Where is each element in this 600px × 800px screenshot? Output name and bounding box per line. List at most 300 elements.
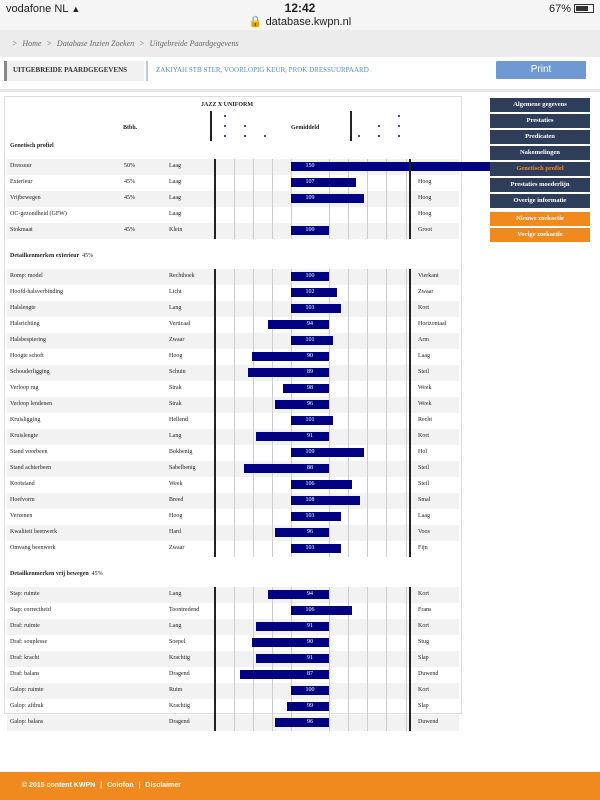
grid-line xyxy=(348,509,349,525)
sidebar-item-prestaties-moederlijn[interactable]: Prestaties moederlijn xyxy=(490,178,590,192)
section-pct: 45% xyxy=(82,253,94,259)
sidebar-item-algemene-gegevens[interactable]: Algemene gegevens xyxy=(490,98,590,112)
grid-line xyxy=(386,635,387,651)
trait-label: Hoofd-halsverbinding xyxy=(10,289,63,295)
high-label: Recht xyxy=(418,417,432,423)
score-value: 100 xyxy=(305,273,315,279)
table-row xyxy=(7,333,459,349)
table-row xyxy=(7,381,459,397)
grid-line xyxy=(348,349,349,365)
grid-line xyxy=(329,683,330,699)
table-row xyxy=(7,541,459,557)
grid-line xyxy=(272,509,273,525)
high-label: Smal xyxy=(418,497,431,503)
grid-line xyxy=(386,651,387,667)
grid-line xyxy=(234,683,235,699)
trait-label: Hoefvorm xyxy=(10,497,35,503)
grid-line xyxy=(348,207,349,223)
grid-line xyxy=(234,525,235,541)
high-label: Slap xyxy=(418,703,429,709)
title-bar xyxy=(0,57,600,87)
grid-line xyxy=(406,715,407,731)
sidebar-item-predicaten[interactable]: Predicaten xyxy=(490,130,590,144)
footer-sep: | xyxy=(138,782,141,789)
grid-line xyxy=(234,381,235,397)
grid-line xyxy=(348,715,349,731)
sidebar-item-vorige-zoekactie[interactable]: Vorige zoekactie xyxy=(490,228,590,242)
grid-line xyxy=(329,525,330,541)
table-row xyxy=(7,349,459,365)
grid-line xyxy=(253,587,254,603)
score-value: 106 xyxy=(305,481,315,487)
pedigree-dot xyxy=(244,135,246,137)
grid-line xyxy=(234,493,235,509)
grid-line xyxy=(272,333,273,349)
low-label: Laag xyxy=(169,179,181,185)
table-row xyxy=(7,223,459,239)
table-row xyxy=(7,413,459,429)
low-label: Hoog xyxy=(169,513,183,519)
table-row xyxy=(7,191,459,207)
grid-line xyxy=(348,285,349,301)
grid-line xyxy=(367,525,368,541)
trait-label: Stand voorbeen xyxy=(10,449,48,455)
horse-name: ZAKIYAH STB STER, VOORLOPIG KEUR, PROK DRESSUURPAARD xyxy=(146,61,486,81)
grid-line xyxy=(253,301,254,317)
grid-line xyxy=(386,285,387,301)
grid-line xyxy=(386,603,387,619)
grid-line xyxy=(253,493,254,509)
table-row xyxy=(7,635,459,651)
trait-label: Galop: balans xyxy=(10,719,44,725)
grid-line xyxy=(234,429,235,445)
grid-line xyxy=(386,525,387,541)
header-divider xyxy=(210,111,212,141)
grid-line xyxy=(272,445,273,461)
trait-label: Schouderligging xyxy=(10,369,50,375)
grid-line xyxy=(329,223,330,239)
carrier: vodafone NL ▲ xyxy=(6,3,81,15)
section-title-text: Genetisch profiel xyxy=(10,143,54,149)
low-label: Lang xyxy=(169,433,182,439)
grid-line xyxy=(253,619,254,635)
score-value: 90 xyxy=(307,639,313,645)
breadcrumb-search[interactable]: Database Inzien Zoeken xyxy=(56,39,135,48)
grid-line xyxy=(367,699,368,715)
grid-line xyxy=(253,715,254,731)
grid-line xyxy=(348,413,349,429)
grid-line xyxy=(386,429,387,445)
pedigree-dot xyxy=(398,125,400,127)
grid-line xyxy=(406,541,407,557)
section-title xyxy=(10,253,93,259)
pedigree-dot xyxy=(398,135,400,137)
table-row xyxy=(7,493,459,509)
grid-line xyxy=(234,461,235,477)
sidebar-item-nakomelingen[interactable]: Nakomelingen xyxy=(490,146,590,160)
genetic-profile-table xyxy=(4,96,462,725)
grid-line xyxy=(367,207,368,223)
grid-line xyxy=(406,333,407,349)
grid-line xyxy=(253,445,254,461)
pedigree-dot xyxy=(224,135,226,137)
table-divider-left xyxy=(214,587,216,731)
low-label: Schuin xyxy=(169,369,186,375)
grid-line xyxy=(386,349,387,365)
grid-line xyxy=(234,509,235,525)
grid-line xyxy=(253,317,254,333)
table-row xyxy=(7,699,459,715)
grid-line xyxy=(348,381,349,397)
grid-line xyxy=(253,603,254,619)
grid-line xyxy=(367,603,368,619)
grid-line xyxy=(234,603,235,619)
grid-line xyxy=(367,461,368,477)
sidebar-item-genetisch-profiel[interactable]: Genetisch profiel xyxy=(490,162,590,176)
breadcrumb-home[interactable]: Home xyxy=(22,39,42,48)
grid-line xyxy=(348,269,349,285)
grid-line xyxy=(348,429,349,445)
grid-line xyxy=(386,333,387,349)
trait-label: Kootstand xyxy=(10,481,35,487)
grid-line xyxy=(329,651,330,667)
grid-line xyxy=(348,461,349,477)
grid-line xyxy=(367,317,368,333)
score-value: 91 xyxy=(307,433,313,439)
score-value: 91 xyxy=(307,623,313,629)
grid-line xyxy=(386,509,387,525)
grid-line xyxy=(367,477,368,493)
url-text: database.kwpn.nl xyxy=(265,16,352,28)
grid-line xyxy=(272,223,273,239)
grid-line xyxy=(406,397,407,413)
low-label: Zwaar xyxy=(169,337,185,343)
score-value: 94 xyxy=(307,321,313,327)
grid-line xyxy=(234,667,235,683)
breadcrumb-sep: > xyxy=(46,39,52,48)
table-row xyxy=(7,445,459,461)
print-button[interactable]: Print xyxy=(496,61,586,79)
grid-line xyxy=(329,461,330,477)
grid-line xyxy=(291,207,292,223)
grid-line xyxy=(253,333,254,349)
sidebar-item-nieuwe-zoekactie[interactable]: Nieuwe zoekactie xyxy=(490,212,590,226)
low-label: Lang xyxy=(169,623,182,629)
grid-line xyxy=(234,365,235,381)
grid-line xyxy=(406,619,407,635)
grid-line xyxy=(348,317,349,333)
grid-line xyxy=(272,477,273,493)
pedigree-dot xyxy=(244,125,246,127)
sidebar-nav xyxy=(490,98,590,244)
score-value: 96 xyxy=(307,401,313,407)
grid-line xyxy=(272,269,273,285)
low-label: Hoog xyxy=(169,353,183,359)
grid-line xyxy=(234,477,235,493)
reliability-pct: 45% xyxy=(124,195,135,201)
grid-line xyxy=(406,223,407,239)
trait-label: Exterieur xyxy=(10,179,33,185)
grid-line xyxy=(406,285,407,301)
grid-line xyxy=(329,619,330,635)
grid-line xyxy=(253,159,254,175)
breadcrumb-sep: > xyxy=(139,39,145,48)
grid-line xyxy=(272,683,273,699)
trait-label: OC-gezondheid (GFW) xyxy=(10,211,67,217)
trait-label: Verzenen xyxy=(10,513,33,519)
grid-line xyxy=(367,413,368,429)
high-label: Groot xyxy=(418,227,432,233)
table-row xyxy=(7,525,459,541)
grid-line xyxy=(386,587,387,603)
trait-label: Galop: afdruk xyxy=(10,703,44,709)
grid-line xyxy=(329,381,330,397)
grid-line xyxy=(386,365,387,381)
trait-label: Omvang beenwerk xyxy=(10,545,56,551)
high-label: Slap xyxy=(418,655,429,661)
grid-line xyxy=(386,683,387,699)
grid-line xyxy=(386,301,387,317)
grid-line xyxy=(386,269,387,285)
grid-line xyxy=(348,525,349,541)
pedigree-dot xyxy=(378,135,380,137)
grid-line xyxy=(272,301,273,317)
trait-label: Verloop rug xyxy=(10,385,39,391)
grid-line xyxy=(234,159,235,175)
high-label: Duwend xyxy=(418,671,439,677)
low-label: Dragend xyxy=(169,719,190,725)
grid-line xyxy=(386,413,387,429)
table-row xyxy=(7,715,459,731)
score-value: 96 xyxy=(307,529,313,535)
trait-label: Hoogte schoft xyxy=(10,353,44,359)
status-bar xyxy=(0,0,600,30)
low-label: Toontredend xyxy=(169,607,200,613)
grid-line xyxy=(272,541,273,557)
grid-line xyxy=(386,541,387,557)
low-label: Krachtig xyxy=(169,703,190,709)
grid-line xyxy=(329,429,330,445)
low-label: Rechthoek xyxy=(169,273,195,279)
score-value: 108 xyxy=(305,497,315,503)
low-label: Week xyxy=(169,481,183,487)
table-row xyxy=(7,301,459,317)
footer xyxy=(0,772,600,800)
grid-line xyxy=(386,175,387,191)
table-row xyxy=(7,667,459,683)
pedigree-dot xyxy=(358,135,360,137)
low-label: Dragend xyxy=(169,671,190,677)
score-value: 99 xyxy=(307,703,313,709)
score-value: 100 xyxy=(305,687,315,693)
table-row xyxy=(7,587,459,603)
high-label: Laag xyxy=(418,353,430,359)
grid-line xyxy=(253,207,254,223)
grid-line xyxy=(234,699,235,715)
trait-label: Vrijbewegen xyxy=(10,195,41,201)
divider xyxy=(0,89,600,92)
lock-icon: 🔒 xyxy=(248,16,263,28)
grid-line xyxy=(234,285,235,301)
low-label: Breed xyxy=(169,497,184,503)
grid-line xyxy=(348,541,349,557)
score-value: 96 xyxy=(307,719,313,725)
grid-line xyxy=(253,269,254,285)
grid-line xyxy=(329,667,330,683)
low-label: Laag xyxy=(169,195,181,201)
section-title-text: Detailkenmerken exterieur xyxy=(10,253,80,259)
grid-line xyxy=(367,223,368,239)
trait-label: Verloop lendenen xyxy=(10,401,53,407)
breadcrumb xyxy=(0,30,600,57)
low-label: Strak xyxy=(169,385,182,391)
score-value: 94 xyxy=(307,591,313,597)
grid-line xyxy=(234,635,235,651)
grid-line xyxy=(367,301,368,317)
table-row xyxy=(7,175,459,191)
score-value: 107 xyxy=(305,179,315,185)
grid-line xyxy=(272,525,273,541)
low-label: Verticaal xyxy=(169,321,191,327)
grid-line xyxy=(367,541,368,557)
score-value: 109 xyxy=(305,449,315,455)
high-label: Duwend xyxy=(418,719,439,725)
trait-label: Stokmaat xyxy=(10,227,33,233)
table-divider-left xyxy=(214,159,216,239)
grid-line xyxy=(253,477,254,493)
grid-line xyxy=(367,349,368,365)
score-value: 91 xyxy=(307,655,313,661)
trait-label: Stap: ruimte xyxy=(10,591,40,597)
grid-line xyxy=(348,619,349,635)
footer-disclaimer-link[interactable]: Disclaimer xyxy=(145,782,181,789)
grid-line xyxy=(386,191,387,207)
table-row xyxy=(7,461,459,477)
score-value: 87 xyxy=(307,671,313,677)
table-row xyxy=(7,429,459,445)
high-label: Laag xyxy=(418,513,430,519)
grid-line xyxy=(329,317,330,333)
grid-line xyxy=(253,429,254,445)
trait-label: Draf: balans xyxy=(10,671,40,677)
score-value: 103 xyxy=(305,305,315,311)
score-value: 106 xyxy=(305,607,315,613)
grid-line xyxy=(272,159,273,175)
grid-line xyxy=(329,365,330,381)
grid-line xyxy=(367,269,368,285)
grid-line xyxy=(272,413,273,429)
grid-line xyxy=(406,381,407,397)
grid-line xyxy=(367,619,368,635)
low-label: Bokbenig xyxy=(169,449,193,455)
grid-line xyxy=(386,461,387,477)
trait-label: Draf: kracht xyxy=(10,655,40,661)
grid-line xyxy=(367,651,368,667)
table-divider-left xyxy=(214,269,216,557)
table-divider-right xyxy=(409,159,411,239)
grid-line xyxy=(406,461,407,477)
grid-line xyxy=(367,715,368,731)
grid-line xyxy=(253,285,254,301)
grid-line xyxy=(272,715,273,731)
grid-line xyxy=(348,635,349,651)
grid-line xyxy=(234,397,235,413)
pedigree-dot xyxy=(224,125,226,127)
grid-line xyxy=(253,541,254,557)
high-label: Kort xyxy=(418,687,429,693)
high-label: Steil xyxy=(418,481,430,487)
grid-line xyxy=(406,175,407,191)
grid-line xyxy=(253,191,254,207)
score-value: 98 xyxy=(307,385,313,391)
grid-line xyxy=(367,683,368,699)
grid-line xyxy=(386,667,387,683)
trait-label: Stand achterbeen xyxy=(10,465,52,471)
grid-line xyxy=(272,381,273,397)
grid-line xyxy=(272,493,273,509)
grid-line xyxy=(272,207,273,223)
grid-line xyxy=(386,397,387,413)
grid-line xyxy=(234,317,235,333)
grid-line xyxy=(234,541,235,557)
low-label: Sabelbenig xyxy=(169,465,196,471)
grid-line xyxy=(386,493,387,509)
pedigree-header: JAZZ X UNIFORM xyxy=(201,102,253,108)
grid-line xyxy=(367,429,368,445)
grid-line xyxy=(234,349,235,365)
trait-label: Dressuur xyxy=(10,163,32,169)
clock: 12:42 xyxy=(284,1,316,15)
score-value: 100 xyxy=(305,227,315,233)
section-title xyxy=(10,143,54,149)
footer-copyright: © 2015 content KWPN xyxy=(22,782,96,789)
grid-line xyxy=(234,269,235,285)
grid-line xyxy=(386,715,387,731)
sidebar-item-overige-informatie[interactable]: Overige informatie xyxy=(490,194,590,208)
grid-line xyxy=(406,317,407,333)
high-label: Horizontaal xyxy=(418,321,447,327)
grid-line xyxy=(348,699,349,715)
grid-line xyxy=(329,587,330,603)
sidebar-item-prestaties[interactable]: Prestaties xyxy=(490,114,590,128)
grid-line xyxy=(367,509,368,525)
grid-line xyxy=(348,223,349,239)
grid-line xyxy=(367,175,368,191)
grid-line xyxy=(348,333,349,349)
grid-line xyxy=(348,651,349,667)
grid-line xyxy=(367,285,368,301)
address-bar[interactable] xyxy=(0,15,600,28)
table-row xyxy=(7,285,459,301)
high-label: Kort xyxy=(418,305,429,311)
grid-line xyxy=(253,525,254,541)
grid-line xyxy=(406,525,407,541)
high-label: Week xyxy=(418,385,432,391)
low-label: Hard xyxy=(169,529,181,535)
footer-colofon-link[interactable]: Colofon xyxy=(107,782,134,789)
table-row xyxy=(7,159,459,175)
grid-line xyxy=(386,477,387,493)
grid-line xyxy=(406,365,407,381)
grid-line xyxy=(406,413,407,429)
grid-line xyxy=(406,603,407,619)
low-label: Hellend xyxy=(169,417,188,423)
low-label: Soepel xyxy=(169,639,186,645)
grid-line xyxy=(253,413,254,429)
pedigree-dot xyxy=(224,115,226,117)
score-value: 101 xyxy=(305,337,315,343)
grid-line xyxy=(406,477,407,493)
